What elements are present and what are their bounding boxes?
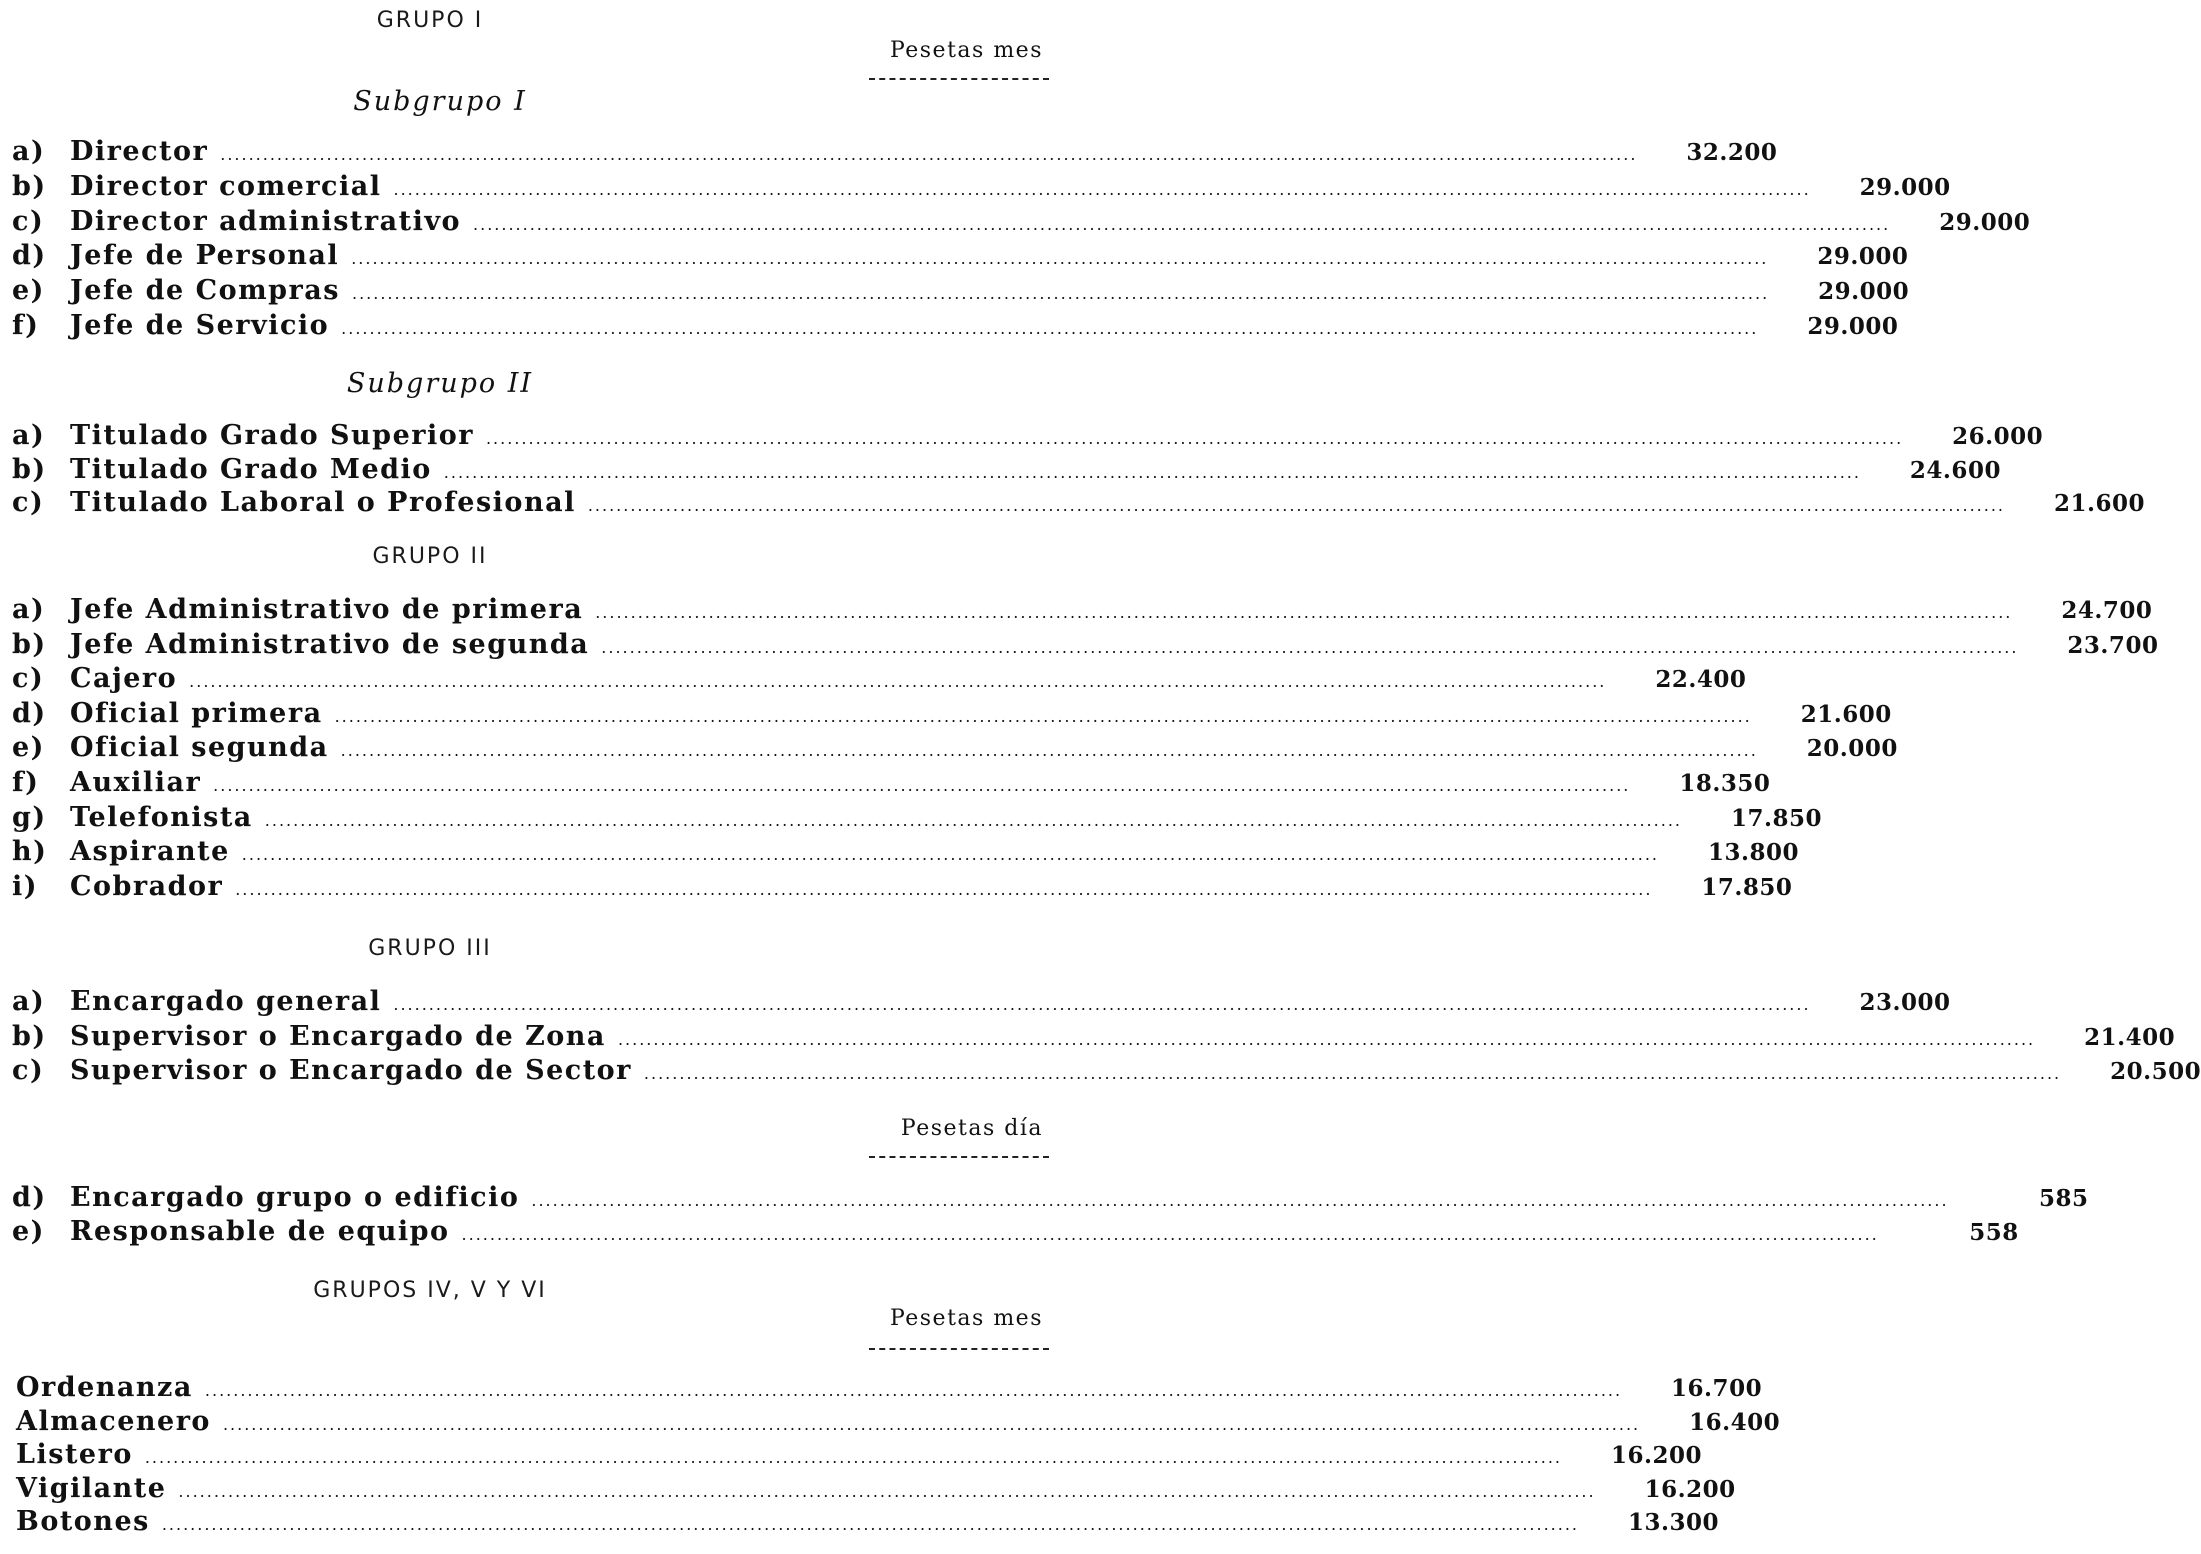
row-letter: e) <box>12 275 45 307</box>
heading-grupo-3: GRUPO III <box>368 936 492 961</box>
row-label: Titulado Grado Medio <box>70 453 432 485</box>
row-letter: c) <box>12 663 45 695</box>
table-row <box>12 767 1771 801</box>
unit-rule-3 <box>869 1348 1049 1350</box>
dot-leader: ........................................................................................................................................................................................................ <box>204 1381 1623 1400</box>
table-row <box>12 732 1898 766</box>
dot-leader: ........................................................................................................................................................................................................ <box>461 1225 1879 1244</box>
heading-grupo-2: GRUPO II <box>372 544 488 569</box>
row-letter: d) <box>12 697 47 729</box>
table-row <box>12 420 2044 454</box>
row-value: 20.000 <box>1806 735 1898 763</box>
row-value: 16.700 <box>1671 1375 1763 1402</box>
dot-leader: ........................................................................................................................................................................................................ <box>601 637 2019 657</box>
table-row <box>12 836 1799 870</box>
row-label: Oficial segunda <box>70 732 329 764</box>
subheading-subgrupo-2: Subgrupo II <box>346 368 534 399</box>
table-row <box>16 1372 1763 1406</box>
table-row <box>16 1472 1736 1507</box>
row-letter: f) <box>12 767 40 798</box>
dot-leader: ........................................................................................................................................................................................................ <box>178 1481 1596 1501</box>
subheading-subgrupo-1: Subgrupo I <box>353 86 527 117</box>
row-value: 17.850 <box>1701 873 1793 901</box>
table-row <box>12 663 1747 697</box>
dot-leader: ........................................................................................................................................................................................................ <box>213 776 1631 795</box>
row-label: Aspirante <box>70 836 230 868</box>
row-value: 21.600 <box>2053 490 2146 517</box>
table-row <box>12 205 2031 240</box>
row-value: 17.850 <box>1730 804 1822 832</box>
row-value: 21.400 <box>2084 1023 2176 1051</box>
row-label: Director administrativo <box>70 205 462 237</box>
table-row <box>12 628 2159 663</box>
row-letter: b) <box>12 453 47 485</box>
dot-leader: ........................................................................................................................................................................................................ <box>531 1191 1949 1210</box>
row-label: Cobrador <box>70 870 224 902</box>
row-value: 16.200 <box>1644 1475 1736 1503</box>
row-letter: c) <box>12 1055 45 1086</box>
dot-leader: ........................................................................................................................................................................................................ <box>222 1414 1641 1434</box>
row-label: Ordenanza <box>16 1372 193 1403</box>
dot-leader: ........................................................................................................................................................................................................ <box>220 145 1638 164</box>
row-label: Jefe Administrativo de segunda <box>70 628 590 660</box>
unit-pesetas-mes-2: Pesetas mes <box>889 1306 1043 1331</box>
row-letter: a) <box>12 136 46 167</box>
table-row <box>12 801 1822 836</box>
dot-leader: ........................................................................................................................................................................................................ <box>161 1515 1580 1534</box>
table-row <box>12 1055 2201 1089</box>
row-value: 29.000 <box>1818 278 1910 306</box>
unit-pesetas-dia: Pesetas día <box>900 1116 1043 1141</box>
row-value: 29.000 <box>1807 313 1899 340</box>
row-value: 22.400 <box>1655 666 1747 694</box>
row-value: 29.000 <box>1817 243 1909 271</box>
table-row <box>12 1020 2176 1055</box>
row-letter: c) <box>12 205 45 237</box>
dot-leader: ........................................................................................................................................................................................................ <box>643 1064 2062 1083</box>
row-letter: d) <box>12 1182 47 1213</box>
row-label: Supervisor o Encargado de Sector <box>70 1055 632 1086</box>
row-letter: b) <box>12 1020 47 1052</box>
table-row <box>16 1439 1703 1473</box>
row-value: 13.300 <box>1627 1509 1720 1536</box>
table-row <box>12 697 1892 732</box>
row-label: Director comercial <box>70 170 382 202</box>
row-letter: g) <box>12 801 47 833</box>
row-letter: c) <box>12 487 45 518</box>
row-value: 585 <box>2039 1185 2089 1212</box>
dot-leader: ........................................................................................................................................................................................................ <box>264 810 1682 830</box>
row-letter: b) <box>12 170 47 202</box>
dot-leader: ........................................................................................................................................................................................................ <box>351 249 1769 269</box>
row-label: Cajero <box>70 663 178 695</box>
row-letter: b) <box>12 628 47 660</box>
dot-leader: ........................................................................................................................................................................................................ <box>393 995 1811 1014</box>
row-label: Responsable de equipo <box>70 1216 450 1247</box>
dot-leader: ........................................................................................................................................................................................................ <box>334 706 1752 726</box>
row-value: 16.400 <box>1689 1408 1781 1436</box>
row-value: 13.800 <box>1707 839 1799 867</box>
row-label: Vigilante <box>16 1472 167 1504</box>
row-label: Telefonista <box>70 801 253 833</box>
row-letter: e) <box>12 1216 45 1247</box>
row-value: 32.200 <box>1686 139 1778 166</box>
row-label: Encargado general <box>70 986 382 1017</box>
row-value: 558 <box>1969 1219 2019 1246</box>
row-value: 23.700 <box>2067 631 2159 659</box>
dot-leader: ........................................................................................................................................................................................................ <box>595 603 2013 622</box>
dot-leader: ........................................................................................................................................................................................................ <box>587 496 2006 515</box>
table-row <box>12 1216 2019 1250</box>
unit-rule-1 <box>869 78 1049 80</box>
dot-leader: ........................................................................................................................................................................................................ <box>393 179 1811 199</box>
dot-leader: ........................................................................................................................................................................................................ <box>443 462 1861 482</box>
table-row <box>12 240 1909 274</box>
table-row <box>12 136 1778 170</box>
heading-grupo-1: GRUPO I <box>376 8 484 33</box>
row-value: 18.350 <box>1679 770 1771 797</box>
dot-leader: ........................................................................................................................................................................................................ <box>473 214 1891 234</box>
row-letter: a) <box>12 420 46 451</box>
row-value: 24.600 <box>1909 456 2001 484</box>
dot-leader: ........................................................................................................................................................................................................ <box>189 672 1607 692</box>
row-letter: h) <box>12 836 48 868</box>
table-row <box>12 453 2001 488</box>
row-label: Jefe de Compras <box>70 275 340 307</box>
row-label: Titulado Grado Superior <box>70 420 474 451</box>
dot-leader: ........................................................................................................................................................................................................ <box>485 429 1904 448</box>
dot-leader: ........................................................................................................................................................................................................ <box>341 319 1759 338</box>
row-label: Jefe de Personal <box>70 240 340 272</box>
dot-leader: ........................................................................................................................................................................................................ <box>617 1029 2036 1049</box>
row-value: 24.700 <box>2061 597 2153 624</box>
row-label: Almacenero <box>16 1405 211 1437</box>
dot-leader: ........................................................................................................................................................................................................ <box>351 284 1770 304</box>
row-letter: e) <box>12 732 45 764</box>
table-row <box>12 310 1899 344</box>
row-label: Jefe Administrativo de primera <box>70 594 584 625</box>
row-label: Botones <box>16 1506 150 1537</box>
row-label: Supervisor o Encargado de Zona <box>70 1020 606 1052</box>
dot-leader: ........................................................................................................................................................................................................ <box>235 879 1653 899</box>
table-row <box>12 487 2146 521</box>
unit-rule-2 <box>869 1156 1049 1158</box>
table-row <box>12 1182 2089 1216</box>
heading-grupos-4-5-6: GRUPOS IV, V Y VI <box>313 1278 547 1303</box>
row-letter: f) <box>12 310 40 341</box>
row-value: 29.000 <box>1939 208 2031 236</box>
table-row <box>16 1506 1720 1540</box>
row-label: Encargado grupo o edificio <box>70 1182 520 1213</box>
row-letter: a) <box>12 986 46 1017</box>
dot-leader: ........................................................................................................................................................................................................ <box>241 845 1659 865</box>
table-row <box>12 870 1793 905</box>
row-letter: a) <box>12 594 46 625</box>
row-value: 26.000 <box>1952 423 2044 450</box>
row-letter: i) <box>12 870 39 902</box>
table-row <box>16 1405 1781 1440</box>
row-value: 29.000 <box>1859 173 1951 201</box>
row-label: Director <box>70 136 209 167</box>
row-value: 16.200 <box>1610 1442 1703 1469</box>
dot-leader: ........................................................................................................................................................................................................ <box>144 1448 1563 1467</box>
row-value: 23.000 <box>1859 989 1951 1016</box>
table-row <box>12 594 2153 628</box>
row-label: Auxiliar <box>70 767 202 798</box>
row-label: Titulado Laboral o Profesional <box>70 487 576 518</box>
row-value: 21.600 <box>1800 700 1892 728</box>
row-letter: d) <box>12 240 47 272</box>
table-row <box>12 986 1951 1020</box>
row-value: 20.500 <box>2110 1058 2201 1085</box>
table-row <box>12 275 1910 309</box>
row-label: Oficial primera <box>70 697 323 729</box>
row-label: Listero <box>16 1439 133 1470</box>
unit-pesetas-mes-1: Pesetas mes <box>889 38 1043 63</box>
row-label: Jefe de Servicio <box>70 310 330 341</box>
dot-leader: ........................................................................................................................................................................................................ <box>340 741 1758 761</box>
table-row <box>12 170 1951 205</box>
